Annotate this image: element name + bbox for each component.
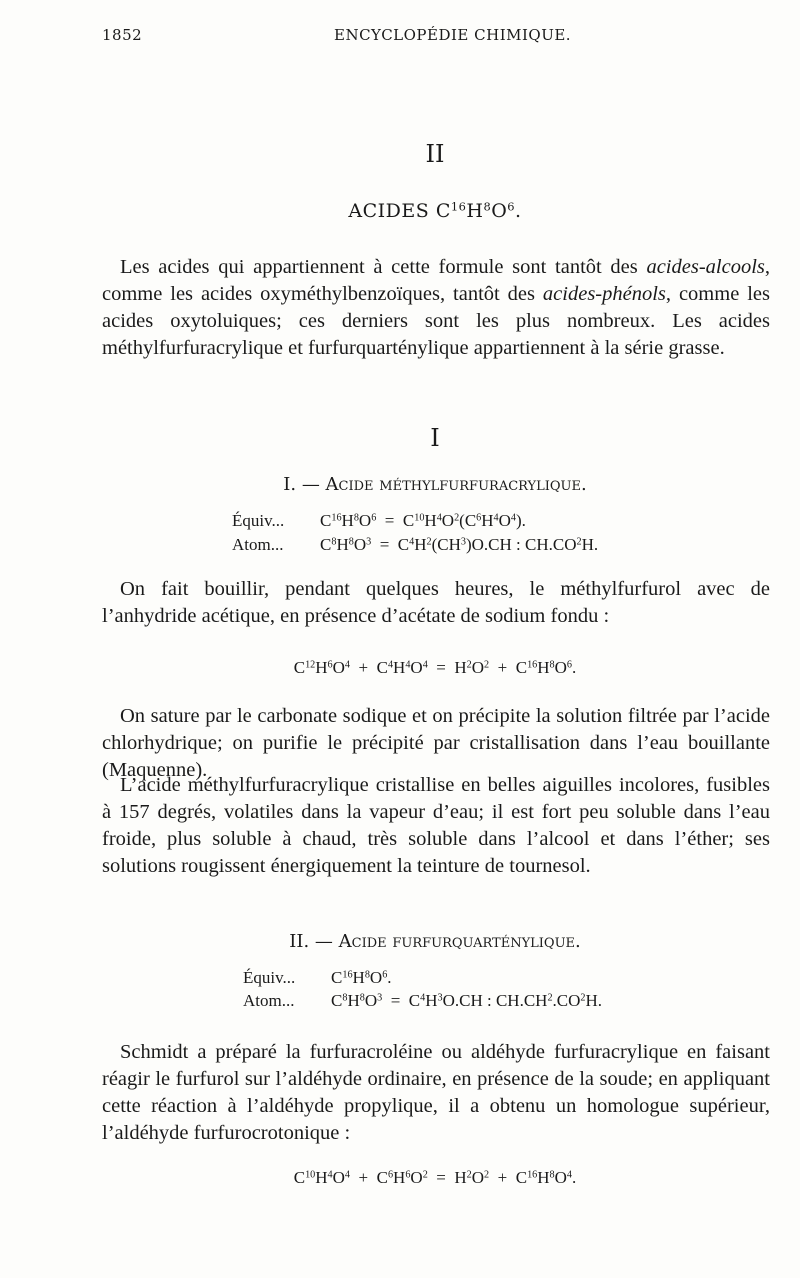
compound1-heading: I. — Acide méthylfurfuracrylique.: [283, 474, 587, 495]
equiv-label: Équiv...: [243, 968, 296, 987]
atom-formula: $C^8H^8O^3 = C^4H^3O.CH$ : $CH.CH^2.CO^2H$.: [331, 991, 603, 1010]
page-header: [102, 26, 770, 50]
compound1-equiv-row: [232, 511, 526, 531]
compound2-atom-row: [243, 991, 602, 1011]
subsection-number: I: [430, 424, 440, 452]
compound2-equiv-row: [243, 968, 392, 988]
equiv-label: Équiv...: [232, 511, 285, 530]
compound1-paragraph-2: On sature par le carbonate sodique et on précipite la solution filtrée par l’acide chlorhydrique; on purifie le précipité par cristallisation dans l’eau bouillante (Maquenne).: [102, 705, 770, 781]
atom-formula: $C^8H^8O^3 = C^4H^2(CH^3)O.CH$ : $CH.CO^2H$.: [320, 535, 599, 554]
compound1-atom-row: [232, 535, 598, 555]
equiv-formula: $C^{16}H^8O^6 = C^{10}H^4O^2(C^6H^4O^4)$.: [320, 511, 526, 530]
page-number: 1852: [102, 26, 143, 44]
compound1-paragraph-1: On fait bouillir, pendant quelques heures, le méthylfurfurol avec de l’anhydride acétique, en présence d’acétate de sodium fondu :: [102, 578, 770, 627]
section-number: II: [425, 140, 445, 168]
compound1-reaction: $C^{12}H^6O^4 + C^4H^4O^4 = H^2O^2 + C^{16}H^8O^6$.: [293, 658, 577, 677]
equiv-formula: $C^{16}H^8O^6$.: [331, 968, 392, 987]
compound2-paragraph-1: Schmidt a préparé la furfuracroléine ou aldéhyde furfuracrylique en faisant réagir le furfurol sur l’aldéhyde ordinaire, en présence de la soude; en appliquant cette réaction à l’aldéhyde propylique, il a obtenu un homologue supérieur, l’aldéhyde furfurocrotonique :: [102, 1041, 770, 1144]
compound2-heading: II. — Acide furfurquarténylique.: [289, 931, 581, 952]
atom-label: Atom...: [232, 535, 284, 554]
intro-paragraph: Les acides qui appartiennent à cette formule sont tantôt des acides-alcools, comme les acides oxyméthylbenzoïques, tantôt des acides-phénols, comme les acides oxytoluiques; ces derniers sont les plus nombreux. Les acides méthylfurfuracrylique et furfurquarténylique appartiennent à la série grasse.: [102, 256, 770, 359]
atom-label: Atom...: [243, 991, 295, 1010]
section-title: ACIDES $C^{16}H^8O^6$.: [348, 199, 522, 222]
running-title: ENCYCLOPÉDIE CHIMIQUE.: [334, 26, 572, 44]
compound1-paragraph-3: L’acide méthylfurfuracrylique cristallise en belles aiguilles incolores, fusibles à 157 degrés, volatiles dans la vapeur d’eau; il est fort peu soluble dans l’eau froide, plus soluble à chaud, très soluble dans l’alcool et dans l’éther; ses solutions rougissent énergiquement la teinture de tournesol.: [102, 774, 770, 877]
compound2-reaction: $C^{10}H^4O^4 + C^6H^6O^2 = H^2O^2 + C^{16}H^8O^4$.: [293, 1168, 577, 1187]
